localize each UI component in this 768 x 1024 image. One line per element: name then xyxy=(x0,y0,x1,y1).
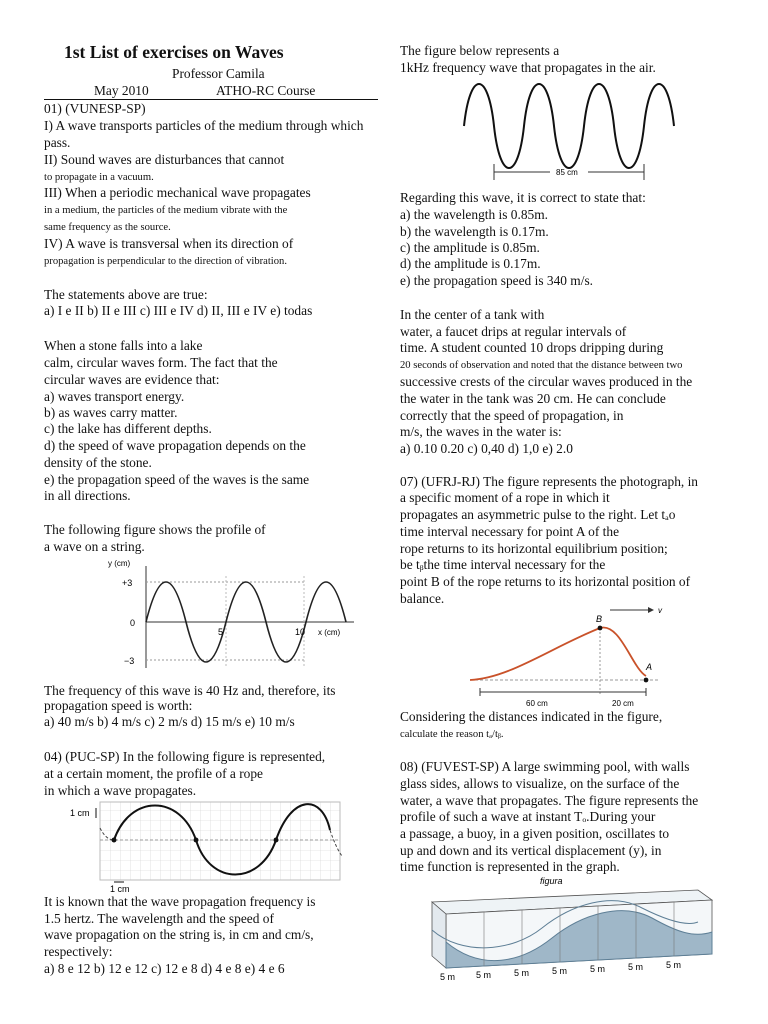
pool-label-5: 5 m xyxy=(590,964,606,974)
q06-text-1: In the center of a tank with xyxy=(400,307,545,322)
q02-option-a: a) waves transport energy. xyxy=(44,389,185,404)
q08-text-7: time function is represented in the graph. xyxy=(400,859,620,874)
q07-text-7: point B of the rope returns to its horizontal position of xyxy=(400,574,691,589)
q05-text-2: 1kHz frequency wave that propagates in the air. xyxy=(400,60,656,75)
pool-label-3: 5 m xyxy=(514,968,530,978)
q06-text-4: 20 seconds of observation and noted that the distance between two xyxy=(400,360,683,371)
q07-text-9: Considering the distances indicated in the figure, xyxy=(400,709,663,724)
q06-text-7: correctly that the speed of propagation, in xyxy=(400,408,624,423)
rope-wave-figure xyxy=(60,800,360,894)
point-b-label: B xyxy=(596,614,603,624)
q01-options: a) I e II b) II e III c) III e IV d) II, III e IV e) todas xyxy=(44,303,313,318)
page-title: 1st List of exercises on Waves xyxy=(64,42,284,62)
header-divider xyxy=(44,99,378,100)
q06-text-6: the water in the tank was 20 cm. He can conclude xyxy=(400,391,666,406)
q08-text-1: 08) (FUVEST-SP) A large swimming pool, with walls xyxy=(400,759,690,774)
q01-statement-iii: III) When a periodic mechanical wave propagates xyxy=(44,185,311,200)
q08-text-3: water, a wave that propagates. The figure represents the xyxy=(400,793,699,808)
q07-text-3: propagates an asymmetric pulse to the right. Let tₐo xyxy=(400,507,676,522)
q06-options: a) 0.10 0.20 c) 0,40 d) 1,0 e) 2.0 xyxy=(400,441,573,456)
dimension-60-label: 60 cm xyxy=(526,699,548,708)
q01-statement-iii-cont2: same frequency as the source. xyxy=(44,222,171,233)
q02-text-3: circular waves are evidence that: xyxy=(44,372,220,387)
tick-zero: 0 xyxy=(130,618,136,628)
q04-text-3: in which a wave propagates. xyxy=(44,783,197,798)
q01-heading: 01) (VUNESP-SP) xyxy=(44,101,146,116)
date: May 2010 xyxy=(94,83,149,98)
vertical-scale-label: 1 cm xyxy=(70,808,90,818)
professor-name: Professor Camila xyxy=(172,66,265,81)
q05-text-3: Regarding this wave, it is correct to state that: xyxy=(400,190,646,205)
velocity-arrow-head xyxy=(648,607,654,613)
horizontal-scale-label: 1 cm xyxy=(110,884,130,894)
point-b xyxy=(598,626,603,631)
q04-text-6: wave propagation on the string is, in cm and cm/s, xyxy=(44,927,314,942)
course-name: ATHO-RC Course xyxy=(216,83,316,98)
q04-text-1: 04) (PUC-SP) In the following figure is represented, xyxy=(44,749,326,764)
q01-statement-prompt: The statements above are true: xyxy=(44,287,208,302)
pool-label-7: 5 m xyxy=(666,960,682,970)
q08-text-6: up and down and its vertical displacement (y), in xyxy=(400,843,662,858)
q07-text-4: time interval necessary for point A of the xyxy=(400,524,620,539)
q05-option-d: d) the amplitude is 0.17m. xyxy=(400,256,541,271)
q04-text-7: respectively: xyxy=(44,944,113,959)
q07-text-1: 07) (UFRJ-RJ) The figure represents the photograph, in xyxy=(400,474,699,489)
q06-text-8: m/s, the waves in the water is: xyxy=(400,424,562,439)
q03-text-4: propagation speed is worth: xyxy=(44,698,193,713)
pulse-figure xyxy=(470,606,720,710)
point-a xyxy=(644,678,649,683)
q08-text-4: profile of such a wave at instant Tₒ.During your xyxy=(400,809,656,824)
q04-text-5: 1.5 hertz. The wavelength and the speed of xyxy=(44,911,274,926)
point-mid xyxy=(194,838,199,843)
q02-option-e-cont: in all directions. xyxy=(44,488,131,503)
pool-label-1: 5 m xyxy=(440,972,456,982)
q08-text-5: a passage, a buoy, in a given position, oscillates to xyxy=(400,826,670,841)
q01-statement-iv: IV) A wave is transversal when its direction of xyxy=(44,236,294,251)
pool-label-4: 5 m xyxy=(552,966,568,976)
q05-option-e: e) the propagation speed is 340 m/s. xyxy=(400,273,594,288)
tick-plus3: +3 xyxy=(122,578,133,588)
q04-text-2: at a certain moment, the profile of a rope xyxy=(44,766,263,781)
q02-text-1: When a stone falls into a lake xyxy=(44,338,203,353)
tick-x5: 5 xyxy=(218,627,224,637)
point-left xyxy=(112,838,117,843)
q01-statement-i: I) A wave transports particles of the medium through which xyxy=(44,118,364,133)
q01-statement-iii-cont: in a medium, the particles of the medium vibrate with the xyxy=(44,205,288,216)
q05-option-b: b) the wavelength is 0.17m. xyxy=(400,224,549,239)
q03-text-2: a wave on a string. xyxy=(44,539,145,554)
q04-text-4: It is known that the wave propagation frequency is xyxy=(44,894,316,909)
tick-minus3: −3 xyxy=(124,656,135,666)
q07-text-2: a specific moment of a rope in which it xyxy=(400,490,610,505)
air-wave-curve xyxy=(464,84,674,168)
q07-text-8: balance. xyxy=(400,591,445,606)
air-wave-figure xyxy=(454,76,704,186)
point-a-label: A xyxy=(646,662,653,672)
tick-x10: 10 xyxy=(295,627,306,637)
q03-options: a) 40 m/s b) 4 m/s c) 2 m/s d) 15 m/s e) 10 m/s xyxy=(44,714,295,729)
q01-statement-iv-cont: propagation is perpendicular to the direction of vibration. xyxy=(44,256,287,267)
q07-text-5: rope returns to its horizontal equilibrium position; xyxy=(400,541,668,556)
dimension-20-label: 20 cm xyxy=(612,699,634,708)
pool-figure-title: figura xyxy=(540,876,563,886)
dimension-label-85cm: 85 cm xyxy=(556,168,578,177)
q03-text-1: The following figure shows the profile of xyxy=(44,522,266,537)
q02-text-2: calm, circular waves form. The fact that the xyxy=(44,355,278,370)
pulse-curve xyxy=(470,627,646,680)
q02-option-d-cont: density of the stone. xyxy=(44,455,152,470)
q02-option-d: d) the speed of wave propagation depends on the xyxy=(44,438,306,453)
pool-label-6: 5 m xyxy=(628,962,644,972)
q02-option-c: c) the lake has different depths. xyxy=(44,421,212,436)
q08-text-2: glass sides, allows to visualize, on the surface of the xyxy=(400,776,680,791)
wave-profile-figure xyxy=(104,556,364,676)
pool-figure xyxy=(422,872,722,984)
q06-text-2: water, a faucet drips at regular intervals of xyxy=(400,324,627,339)
y-axis-label: y (cm) xyxy=(108,559,131,568)
q02-option-b: b) as waves carry matter. xyxy=(44,405,178,420)
q06-text-5: successive crests of the circular waves produced in the xyxy=(400,374,693,389)
q01-statement-ii: II) Sound waves are disturbances that cannot xyxy=(44,152,285,167)
q06-text-3: time. A student counted 10 drops dripping during xyxy=(400,340,664,355)
q02-option-e: e) the propagation speed of the waves is the same xyxy=(44,472,310,487)
x-axis-label: x (cm) xyxy=(318,628,341,637)
q05-option-a: a) the wavelength is 0.85m. xyxy=(400,207,549,222)
q01-statement-ii-cont: to propagate in a vacuum. xyxy=(44,172,154,183)
grid-background xyxy=(100,802,340,880)
q04-options: a) 8 e 12 b) 12 e 12 c) 12 e 8 d) 4 e 8 e) 4 e 6 xyxy=(44,961,285,976)
point-right xyxy=(274,838,279,843)
velocity-label: v xyxy=(658,606,662,615)
q01-statement-i-cont: pass. xyxy=(44,135,71,150)
pool-label-2: 5 m xyxy=(476,970,492,980)
q07-text-10: calculate the reason tₐ/tᵦ. xyxy=(400,729,504,740)
q03-text-3: The frequency of this wave is 40 Hz and, therefore, its xyxy=(44,683,336,698)
q05-option-c: c) the amplitude is 0.85m. xyxy=(400,240,540,255)
q05-text-1: The figure below represents a xyxy=(400,43,560,58)
q07-text-6: be tᵦthe time interval necessary for the xyxy=(400,557,606,572)
